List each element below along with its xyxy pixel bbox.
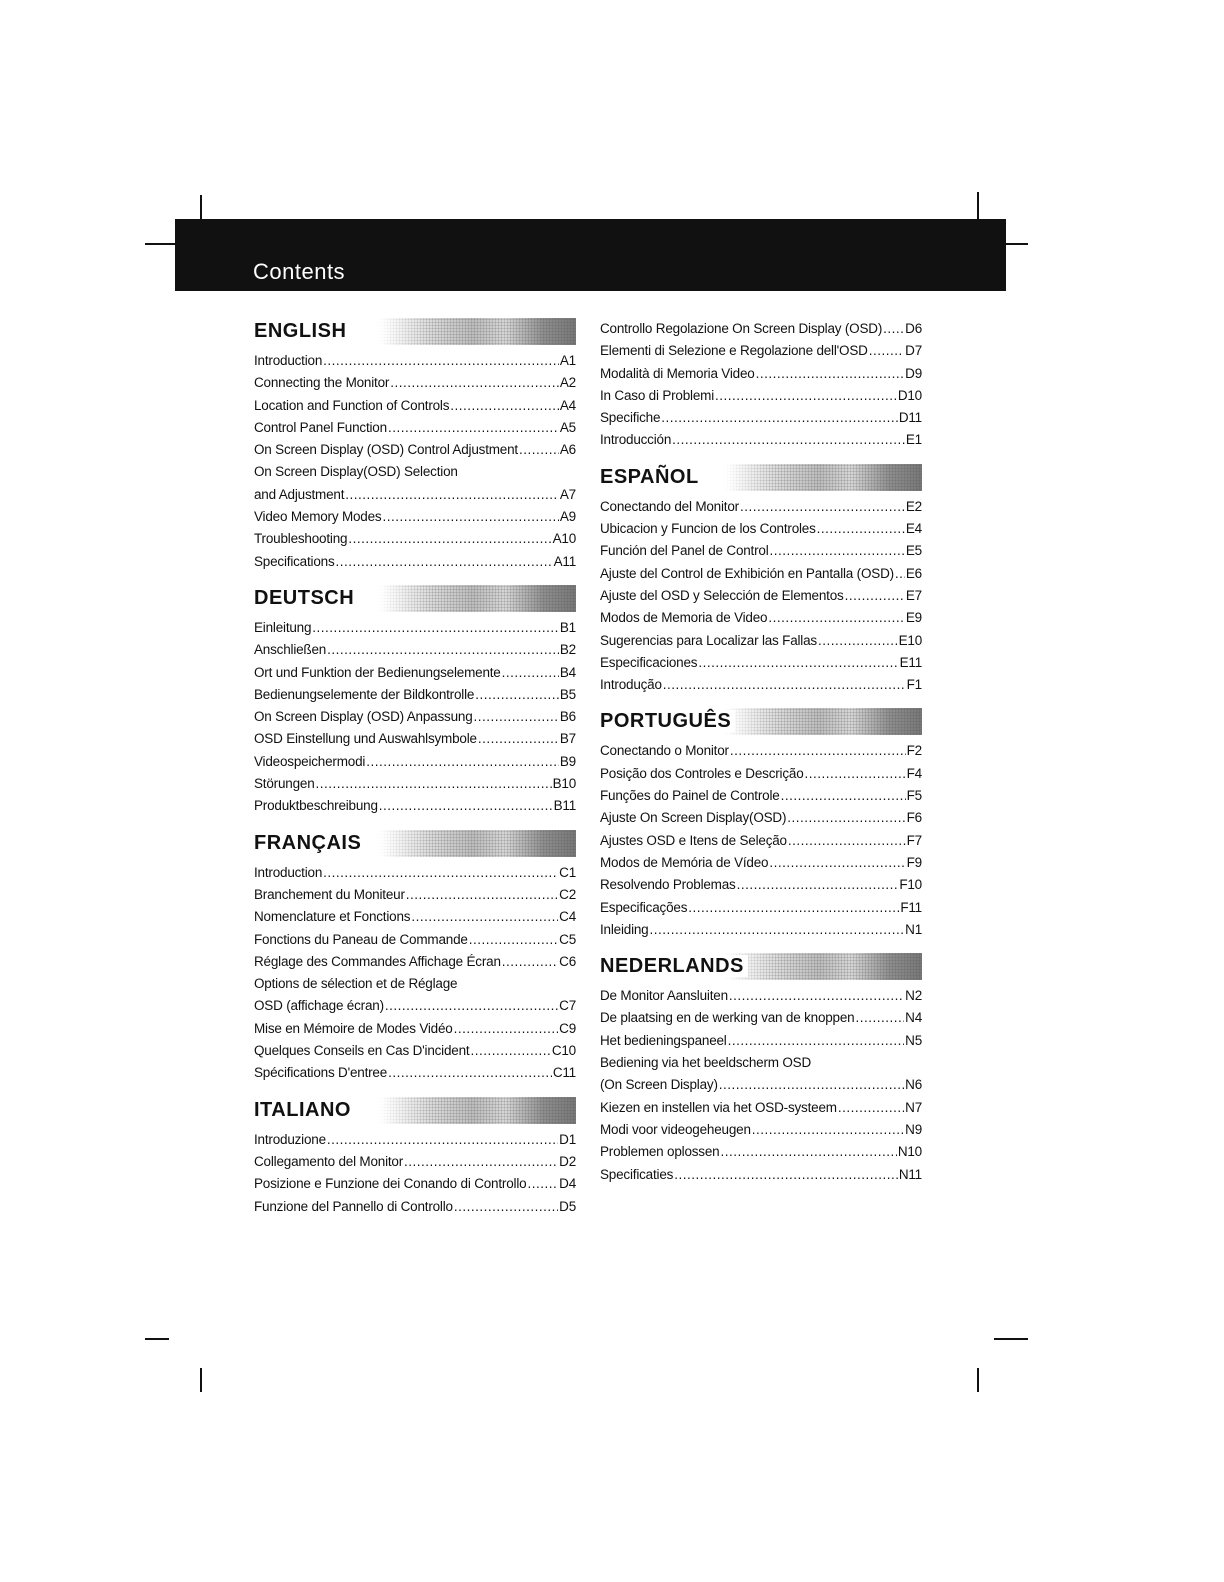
toc-entry[interactable] bbox=[600, 852, 922, 874]
section-heading-banner bbox=[600, 708, 922, 735]
dot-leader bbox=[388, 417, 559, 439]
toc-entry[interactable] bbox=[600, 763, 922, 785]
toc-entry-page: C10 bbox=[551, 1043, 576, 1059]
toc-entry-page: N5 bbox=[905, 1032, 922, 1048]
section-heading-banner bbox=[254, 585, 576, 612]
toc-entry-page: D4 bbox=[559, 1176, 576, 1192]
page-title: Contents bbox=[253, 259, 346, 284]
toc-entry-title: Resolvendo Problemas bbox=[600, 877, 736, 893]
toc-section bbox=[600, 318, 922, 452]
toc-entry-title: Sugerencias para Localizar las Fallas bbox=[600, 632, 817, 648]
crop-mark-bottom-left-vertical bbox=[200, 1368, 202, 1392]
toc-entry[interactable] bbox=[254, 929, 576, 951]
dot-leader bbox=[470, 1040, 550, 1062]
section-heading: NEDERLANDS bbox=[600, 955, 748, 977]
contents-column-right bbox=[600, 318, 922, 1190]
dot-leader bbox=[740, 496, 905, 518]
toc-entry[interactable] bbox=[254, 484, 576, 506]
toc-entry-page: N2 bbox=[905, 988, 922, 1004]
toc-entry-title: Réglage des Commandes Affichage Écran bbox=[254, 953, 501, 969]
dot-leader bbox=[478, 728, 559, 750]
section-heading-banner bbox=[600, 953, 922, 980]
section-heading-banner bbox=[254, 830, 576, 857]
toc-entry-title: In Caso di Problemi bbox=[600, 387, 715, 403]
toc-entry-page: E9 bbox=[905, 610, 922, 626]
dot-leader bbox=[663, 674, 906, 696]
crop-mark-top-left-horizontal bbox=[145, 243, 177, 245]
toc-entry-page: A7 bbox=[559, 486, 576, 502]
toc-entry-title: Branchement du Moniteur bbox=[254, 886, 405, 902]
toc-entry-title: Produktbeschreibung bbox=[254, 798, 378, 814]
toc-entry[interactable] bbox=[254, 951, 576, 973]
crop-mark-bottom-left-horizontal bbox=[145, 1338, 169, 1340]
dot-leader bbox=[469, 929, 558, 951]
dot-leader bbox=[715, 385, 897, 407]
toc-entry-title: (On Screen Display) bbox=[600, 1077, 718, 1093]
toc-entry-title: Einleitung bbox=[254, 619, 312, 635]
toc-entry-title: Introduction bbox=[254, 864, 323, 880]
dot-leader bbox=[818, 630, 898, 652]
toc-entry-page: A9 bbox=[559, 509, 576, 525]
crop-mark-top-right-vertical bbox=[977, 192, 979, 220]
toc-entry[interactable] bbox=[254, 506, 576, 528]
toc-entry-page: E4 bbox=[905, 521, 922, 537]
toc-entry-title: Control Panel Function bbox=[254, 419, 387, 435]
crop-mark-top-left-vertical bbox=[200, 195, 202, 221]
toc-entry[interactable] bbox=[600, 518, 922, 540]
toc-entry-page: C2 bbox=[559, 886, 576, 902]
toc-entry[interactable] bbox=[254, 684, 576, 706]
toc-entry-title: Connecting the Monitor bbox=[254, 375, 390, 391]
toc-entry-page: E10 bbox=[898, 632, 922, 648]
toc-entry-page: E7 bbox=[905, 587, 922, 603]
dot-leader bbox=[729, 985, 904, 1007]
dot-leader bbox=[450, 395, 559, 417]
toc-entry-page: C6 bbox=[559, 953, 576, 969]
section-heading: ITALIANO bbox=[254, 1099, 355, 1121]
dot-leader bbox=[388, 1062, 552, 1084]
dot-leader bbox=[390, 372, 559, 394]
dot-leader bbox=[316, 773, 552, 795]
toc-entry-page: B1 bbox=[559, 619, 576, 635]
toc-entry-page: C9 bbox=[559, 1020, 576, 1036]
toc-entry[interactable] bbox=[600, 1119, 922, 1141]
dot-leader bbox=[454, 1196, 558, 1218]
toc-entry-page: A10 bbox=[552, 531, 576, 547]
toc-entry[interactable] bbox=[600, 785, 922, 807]
toc-entry-title: Ort und Funktion der Bedienungselemente bbox=[254, 664, 501, 680]
toc-entry-page: B6 bbox=[559, 709, 576, 725]
toc-entry[interactable] bbox=[600, 874, 922, 896]
toc-entry[interactable] bbox=[254, 1151, 576, 1173]
dot-leader bbox=[382, 506, 558, 528]
section-gap bbox=[254, 822, 576, 830]
dot-leader bbox=[502, 662, 559, 684]
dot-leader bbox=[527, 1173, 558, 1195]
toc-section bbox=[600, 953, 922, 1186]
dot-leader bbox=[674, 1164, 898, 1186]
dot-leader bbox=[737, 874, 899, 896]
dot-leader bbox=[345, 484, 559, 506]
toc-entry-page: F7 bbox=[906, 832, 922, 848]
toc-entry[interactable] bbox=[600, 540, 922, 562]
toc-section bbox=[600, 708, 922, 941]
dot-leader bbox=[379, 795, 553, 817]
dot-leader bbox=[366, 751, 559, 773]
toc-entry-page: F4 bbox=[906, 765, 922, 781]
toc-section bbox=[254, 830, 576, 1085]
toc-entry-page: E5 bbox=[905, 543, 922, 559]
toc-entry[interactable] bbox=[600, 1164, 922, 1186]
toc-section bbox=[254, 1097, 576, 1218]
toc-entry-page: C11 bbox=[552, 1065, 576, 1081]
toc-entry[interactable] bbox=[600, 1007, 922, 1029]
toc-entry-title: Introdução bbox=[600, 677, 662, 693]
toc-entry-page: A4 bbox=[559, 397, 576, 413]
dot-leader bbox=[719, 1074, 904, 1096]
toc-entry[interactable] bbox=[254, 751, 576, 773]
dot-leader bbox=[650, 919, 905, 941]
toc-entry-page: A2 bbox=[559, 375, 576, 391]
toc-entry-page: C5 bbox=[559, 931, 576, 947]
toc-entry-page: N1 bbox=[905, 921, 922, 937]
dot-leader bbox=[327, 1129, 558, 1151]
toc-entry-title: Posição dos Controles e Descrição bbox=[600, 765, 804, 781]
toc-entry[interactable] bbox=[600, 407, 922, 429]
toc-entry-title: Troubleshooting bbox=[254, 531, 348, 547]
toc-entry[interactable] bbox=[254, 973, 576, 995]
toc-entry-title: Elementi di Selezione e Regolazione dell'OSD bbox=[600, 343, 868, 359]
toc-entry[interactable] bbox=[254, 372, 576, 394]
section-heading-banner bbox=[254, 318, 576, 345]
toc-entry[interactable] bbox=[600, 496, 922, 518]
dot-leader bbox=[502, 951, 558, 973]
toc-entry-title: Anschließen bbox=[254, 642, 327, 658]
toc-entry[interactable] bbox=[254, 706, 576, 728]
toc-entry-page: F11 bbox=[900, 899, 922, 915]
toc-entry[interactable] bbox=[254, 395, 576, 417]
toc-entry[interactable] bbox=[254, 1129, 576, 1151]
toc-entry-page: E2 bbox=[905, 498, 922, 514]
section-heading-banner bbox=[254, 1097, 576, 1124]
toc-entry[interactable] bbox=[254, 551, 576, 573]
section-gap bbox=[254, 577, 576, 585]
toc-entry-title: Ubicacion y Funcion de los Controles bbox=[600, 521, 816, 537]
dot-leader bbox=[323, 350, 559, 372]
crop-mark-top-right-horizontal bbox=[1004, 243, 1028, 245]
toc-entry[interactable] bbox=[254, 795, 576, 817]
toc-entry[interactable] bbox=[254, 1173, 576, 1195]
toc-entry-page: C4 bbox=[559, 909, 576, 925]
contents-column-left bbox=[254, 318, 576, 1222]
toc-entry-title: OSD (affichage écran) bbox=[254, 998, 384, 1014]
toc-entry-title: Video Memory Modes bbox=[254, 509, 382, 525]
toc-entry-title: and Adjustment bbox=[254, 486, 345, 502]
dot-leader bbox=[348, 528, 551, 550]
dot-leader bbox=[474, 706, 559, 728]
toc-entry-title: Introduzione bbox=[254, 1131, 326, 1147]
toc-entry[interactable] bbox=[600, 363, 922, 385]
toc-entry[interactable] bbox=[254, 1062, 576, 1084]
toc-entry-page: E11 bbox=[899, 654, 922, 670]
dot-leader bbox=[883, 318, 904, 340]
toc-entry[interactable] bbox=[254, 1196, 576, 1218]
toc-entry[interactable] bbox=[600, 585, 922, 607]
toc-entry[interactable] bbox=[254, 1018, 576, 1040]
dot-leader bbox=[720, 1141, 896, 1163]
toc-entry-title: Introducción bbox=[600, 432, 672, 448]
toc-entry-title: On Screen Display (OSD) Anpassung bbox=[254, 709, 473, 725]
toc-entry-title: Specifications bbox=[254, 553, 335, 569]
toc-entry-title: Nomenclature et Fonctions bbox=[254, 909, 411, 925]
toc-entry-page: B11 bbox=[553, 798, 576, 814]
crop-mark-bottom-right-vertical bbox=[977, 1368, 979, 1392]
toc-entry-page: D2 bbox=[559, 1153, 576, 1169]
section-heading-banner bbox=[600, 464, 922, 491]
dot-leader bbox=[404, 1151, 558, 1173]
toc-entry-title: Controllo Regolazione On Screen Display (OSD) bbox=[600, 321, 883, 336]
toc-entry-page: E6 bbox=[905, 565, 922, 581]
toc-entry-page: B9 bbox=[559, 753, 576, 769]
toc-entry-page: D10 bbox=[897, 387, 922, 403]
toc-entry-page: N4 bbox=[905, 1010, 922, 1026]
toc-entry[interactable] bbox=[600, 1030, 922, 1052]
toc-section bbox=[254, 318, 576, 573]
dot-leader bbox=[730, 740, 906, 762]
toc-entry-title: Inleiding bbox=[600, 921, 649, 937]
toc-entry-page: F10 bbox=[899, 877, 922, 893]
toc-entry-page: B5 bbox=[559, 686, 576, 702]
section-heading: DEUTSCH bbox=[254, 587, 358, 609]
toc-entry-title: Modalità di Memoria Video bbox=[600, 365, 755, 381]
toc-entry-page: F5 bbox=[906, 788, 922, 804]
toc-entry-title: Ajustes OSD e Itens de Seleção bbox=[600, 832, 787, 848]
toc-entry-title: Options de sélection et de Réglage bbox=[254, 976, 458, 992]
toc-entry-title: Modos de Memória de Vídeo bbox=[600, 854, 769, 870]
toc-entry-title: Quelques Conseils en Cas D'incident bbox=[254, 1043, 470, 1059]
toc-entry[interactable] bbox=[600, 563, 922, 585]
toc-entry-page: F1 bbox=[906, 677, 922, 693]
toc-entry-page: A6 bbox=[559, 442, 576, 458]
toc-entry[interactable] bbox=[254, 639, 576, 661]
toc-entry-page: A11 bbox=[553, 553, 576, 569]
toc-section bbox=[254, 585, 576, 818]
dot-leader bbox=[855, 1007, 904, 1029]
toc-entry-title: De plaatsing en de werking van de knoppen bbox=[600, 1010, 855, 1026]
toc-entry-title: Ajuste del OSD y Selección de Elementos bbox=[600, 587, 844, 603]
dot-leader bbox=[768, 607, 905, 629]
dot-leader bbox=[869, 340, 904, 362]
toc-entry-page: F6 bbox=[906, 810, 922, 826]
dot-leader bbox=[475, 684, 559, 706]
toc-entry-title: Videospeichermodi bbox=[254, 753, 366, 769]
dot-leader bbox=[788, 830, 906, 852]
toc-entry-title: OSD Einstellung und Auswahlsymbole bbox=[254, 731, 477, 747]
toc-entry-title: Especificações bbox=[600, 899, 688, 915]
dot-leader bbox=[672, 429, 905, 451]
toc-entry-page: D5 bbox=[559, 1198, 576, 1214]
toc-entry[interactable] bbox=[254, 528, 576, 550]
toc-entry-page: N11 bbox=[898, 1166, 922, 1182]
toc-entry[interactable] bbox=[254, 662, 576, 684]
dot-leader bbox=[454, 1018, 559, 1040]
toc-entry[interactable] bbox=[600, 1074, 922, 1096]
toc-entry[interactable] bbox=[600, 919, 922, 941]
toc-entry[interactable] bbox=[600, 1141, 922, 1163]
toc-entry-title: Ajuste del Control de Exhibición en Pantalla (OSD) bbox=[600, 565, 894, 581]
toc-entry-title: Kiezen en instellen via het OSD-systeem bbox=[600, 1099, 837, 1115]
toc-entry[interactable] bbox=[254, 862, 576, 884]
toc-entry-title: Posizione e Funzione dei Conando di Controllo bbox=[254, 1176, 527, 1192]
dot-leader bbox=[327, 639, 559, 661]
dot-leader bbox=[805, 763, 906, 785]
toc-entry[interactable] bbox=[254, 350, 576, 372]
toc-entry-page: A1 bbox=[559, 353, 576, 368]
toc-entry-page: N9 bbox=[905, 1121, 922, 1137]
toc-entry-title: Mise en Mémoire de Modes Vidéo bbox=[254, 1020, 453, 1036]
toc-entry[interactable] bbox=[254, 884, 576, 906]
dot-leader bbox=[406, 884, 558, 906]
toc-entry[interactable] bbox=[600, 830, 922, 852]
toc-entry[interactable] bbox=[600, 1097, 922, 1119]
dot-leader bbox=[728, 1030, 905, 1052]
dot-leader bbox=[411, 906, 558, 928]
toc-entry-title: On Screen Display (OSD) Control Adjustment bbox=[254, 442, 518, 458]
toc-entry-title: On Screen Display(OSD) Selection bbox=[254, 464, 458, 480]
toc-entry-title: Collegamento del Monitor bbox=[254, 1153, 404, 1169]
toc-entry-title: Specificaties bbox=[600, 1166, 674, 1182]
toc-entry-page: C1 bbox=[559, 864, 576, 880]
toc-entry-page: B4 bbox=[559, 664, 576, 680]
toc-entry-title: Función del Panel de Control bbox=[600, 543, 769, 559]
header-bar bbox=[175, 219, 1006, 291]
dot-leader bbox=[661, 407, 898, 429]
toc-entry-page: A5 bbox=[559, 419, 576, 435]
toc-entry-page: B7 bbox=[559, 731, 576, 747]
crop-mark-bottom-right-horizontal bbox=[994, 1338, 1028, 1340]
toc-entry-title: Problemen oplossen bbox=[600, 1144, 720, 1160]
toc-entry-page: D6 bbox=[905, 321, 922, 336]
toc-entry-title: Spécifications D'entree bbox=[254, 1065, 388, 1081]
toc-entry[interactable] bbox=[600, 340, 922, 362]
dot-leader bbox=[781, 785, 906, 807]
section-heading: FRANÇAIS bbox=[254, 832, 365, 854]
toc-entry-title: Location and Function of Controls bbox=[254, 397, 450, 413]
dot-leader bbox=[385, 995, 558, 1017]
dot-leader bbox=[770, 540, 905, 562]
toc-entry-title: Funzione del Pannello di Controllo bbox=[254, 1198, 453, 1214]
toc-entry-title: Introduction bbox=[254, 353, 323, 368]
toc-entry[interactable] bbox=[254, 439, 576, 461]
toc-entry[interactable] bbox=[600, 385, 922, 407]
dot-leader bbox=[688, 897, 899, 919]
dot-leader bbox=[845, 585, 905, 607]
toc-entry-title: De Monitor Aansluiten bbox=[600, 988, 728, 1004]
toc-entry[interactable] bbox=[600, 429, 922, 451]
toc-entry-page: N7 bbox=[905, 1099, 922, 1115]
toc-entry[interactable] bbox=[600, 318, 922, 340]
toc-entry-title: Conectando del Monitor bbox=[600, 498, 739, 514]
dot-leader bbox=[698, 652, 898, 674]
toc-entry-page: F2 bbox=[906, 743, 922, 759]
toc-entry-title: Fonctions du Paneau de Commande bbox=[254, 931, 468, 947]
dot-leader bbox=[323, 862, 558, 884]
toc-entry-page: C7 bbox=[559, 998, 576, 1014]
dot-leader bbox=[769, 852, 905, 874]
toc-entry-title: Bediening via het beeldscherm OSD bbox=[600, 1055, 812, 1071]
section-gap bbox=[254, 1089, 576, 1097]
toc-entry[interactable] bbox=[254, 728, 576, 750]
toc-entry-page: D7 bbox=[905, 343, 922, 359]
toc-entry-title: Ajuste On Screen Display(OSD) bbox=[600, 810, 787, 826]
section-heading: ESPAÑOL bbox=[600, 466, 703, 488]
section-gap bbox=[600, 700, 922, 708]
toc-entry[interactable] bbox=[600, 1052, 922, 1074]
toc-entry[interactable] bbox=[600, 807, 922, 829]
dot-leader bbox=[838, 1097, 904, 1119]
dot-leader bbox=[336, 551, 553, 573]
toc-entry-page: B10 bbox=[552, 776, 576, 792]
toc-entry[interactable] bbox=[600, 985, 922, 1007]
section-gap bbox=[600, 945, 922, 953]
toc-entry-page: F9 bbox=[906, 854, 922, 870]
toc-section bbox=[600, 464, 922, 697]
toc-entry-page: N6 bbox=[905, 1077, 922, 1093]
dot-leader bbox=[895, 563, 905, 585]
dot-leader bbox=[787, 807, 905, 829]
toc-entry-title: Störungen bbox=[254, 776, 315, 792]
toc-entry[interactable] bbox=[254, 773, 576, 795]
toc-entry-page: N10 bbox=[897, 1144, 922, 1160]
toc-entry[interactable] bbox=[254, 1040, 576, 1062]
toc-entry-page: E1 bbox=[905, 432, 922, 448]
toc-entry[interactable] bbox=[254, 461, 576, 483]
toc-entry-title: Funções do Painel de Controle bbox=[600, 788, 780, 804]
section-heading: PORTUGUÊS bbox=[600, 710, 735, 732]
dot-leader bbox=[519, 439, 559, 461]
toc-entry-page: D11 bbox=[898, 410, 922, 426]
toc-entry-page: D1 bbox=[559, 1131, 576, 1147]
toc-entry[interactable] bbox=[254, 995, 576, 1017]
dot-leader bbox=[312, 617, 559, 639]
toc-entry-title: Bedienungselemente der Bildkontrolle bbox=[254, 686, 475, 702]
toc-entry-title: Especificaciones bbox=[600, 654, 698, 670]
dot-leader bbox=[752, 1119, 904, 1141]
toc-entry[interactable] bbox=[600, 630, 922, 652]
toc-entry[interactable] bbox=[600, 607, 922, 629]
toc-entry-title: Conectando o Monitor bbox=[600, 743, 729, 759]
toc-entry-title: Modos de Memoria de Video bbox=[600, 610, 768, 626]
toc-entry-page: D9 bbox=[905, 365, 922, 381]
section-gap bbox=[600, 456, 922, 464]
section-heading: ENGLISH bbox=[254, 320, 350, 342]
toc-entry[interactable] bbox=[254, 906, 576, 928]
dot-leader bbox=[817, 518, 905, 540]
toc-entry-title: Het bedieningspaneel bbox=[600, 1032, 727, 1048]
toc-entry[interactable] bbox=[600, 674, 922, 696]
toc-entry[interactable] bbox=[254, 617, 576, 639]
toc-entry[interactable] bbox=[600, 652, 922, 674]
toc-entry-title: Modi voor videogeheugen bbox=[600, 1121, 751, 1137]
toc-entry[interactable] bbox=[600, 897, 922, 919]
toc-entry-title: Specifiche bbox=[600, 410, 661, 426]
dot-leader bbox=[756, 363, 905, 385]
toc-entry-page: B2 bbox=[559, 642, 576, 658]
toc-entry[interactable] bbox=[254, 417, 576, 439]
toc-entry[interactable] bbox=[600, 740, 922, 762]
